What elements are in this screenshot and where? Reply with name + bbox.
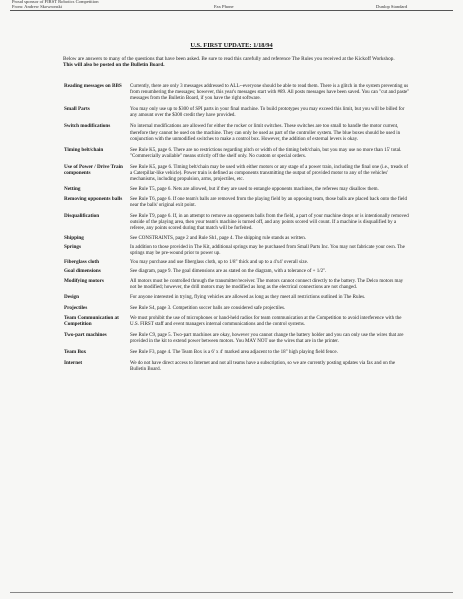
topic-answer: See Rule K5, page 6. There are no restrictions regarding pitch or width of the timing belt/chain, but you may use no more than 15' total. "Commercially available" means strictly off the shelf only. No custom or special orders. [130,147,402,159]
topic-label: Shipping [64,234,84,241]
topic-answer: We must prohibit the use of microphones or hand-held radios for team communication at the Competition to avoid interference with the U.S. FIRST staff and event managers internal communications and the control systems. [130,315,402,327]
topic-label: Two-part machines [64,331,107,338]
topic-label: Removing opponents balls [64,196,123,203]
topic-label: Projectiles [64,304,88,311]
fax-header-line1: Proud sponsor of FIRST Robotics Competition [12,0,99,4]
topic-label: Netting [64,186,81,193]
fax-header-center: Fax Phone [214,3,234,9]
intro-text: Below are answers to many of the questions that have been asked. Be sure to read this carefully and reference The Rules you received at the Kickoff Workshop. [63,56,395,62]
topic-answer: You may only use up to $300 of SPI parts in your final machine. To build prototypes you may exceed this limit, but you will be billed for any amount over the $300 credit they have provided. [130,107,405,119]
update-row [64,197,412,209]
topic-answer: See Rule T9, page 6. If, in an attempt to remove an opponents balls from the field, a part of your machine drops or is intentionally removed outside of the playing area, then your team's machine is turned off, and any points scored will count. If a machine is disqualified by a referee, any points scored during that match will be forfeited. [130,213,409,231]
topic-answer: See Rule T5, page 6. Nets are allowed, but if they are used to entangle opponents machines, the referees may disallow them. [130,187,379,193]
topic-answer: See Rule C9, page 5. Two-part machines are okay, however you cannot change the battery holder and you can only use the wires that are provided in the kit to extend power between motors. You MAY NOT use the wires that are in the printer. [130,332,404,344]
topic-label: Team Communication at Competition [64,314,119,327]
fax-header-line2: From: Andrew Skowronski [12,3,63,9]
topic-answer: See Rule T6, page 6. If one team's balls are removed from the playing field by an opposing team, those balls are placed back onto the field near the balls' original exit point. [130,197,407,209]
update-row [64,269,412,275]
topic-answer: See Rule F3, page 4. The Team Box is a 6' x 4' marked area adjacent to the 18" high playing field fence. [130,350,338,355]
topic-label: Reading messages on BBS [64,83,122,89]
fax-header [0,0,463,9]
topic-answer: See Rule K5, page 6. Timing belt/chain may be used with either motors or any stage of a power train, including the final one (i.e., treads of a Caterpillar-like vehicle). Power train is defined as components transmitting the output of provided motor to any of the vehicles' mechanisms, including propulsion, arms, projectiles, etc. [130,164,408,183]
update-row [64,187,412,193]
topic-label: Goal dimensions [64,268,101,275]
update-row [64,295,412,301]
topic-answer: All motors must be controlled through the transmitter/receiver. The motors cannot connect directly to the battery. The Delco motors may not be modified; however, the drill motors may be modified as long as the electrical connections are not changed. [130,279,404,291]
update-row [64,148,412,160]
topic-answer: No internal modifications are allowed for either the rocker or limit switches. These switches are too small to handle the motor current, therefore they cannot be used on the machine. They can only be used as part of the controller system. The blue boxes should be used in conjunction with the unmodified switches to make a control box. However, the addition of external levers is okay. [130,124,401,142]
topic-answer: For anyone interested in trying, flying vehicles are allowed as long as they meet all restrictions outlined in The Rules. [130,295,366,301]
topic-label: Springs [64,243,82,250]
topic-answer: Currently, there are only 3 messages addressed to ALL--everyone should be able to read them. There is a glitch in the system preventing us from renumbering the messages; however, this year's messages start with #89. All posts messages have been saved. You can "cut and paste" messages from the Bulletin Board, if you have the right software. [130,84,410,102]
update-row [64,361,412,373]
intro-bold-text: This will also be posted on the Bulletin Board. [63,62,165,69]
update-row [64,306,412,312]
topic-label: Switch modifications [64,123,111,130]
update-row [64,124,412,142]
topic-label: Disqualification [64,212,100,219]
topic-answer: In addition to those provided in The Kit, additional springs may be purchased from Small Parts Inc. You may not fabricate your own. The springs may be pre-wound prior to power up. [130,244,405,256]
topic-answer: You may purchase and use fiberglass cloth, up to 1/8" thick and up to a 4'x4' overall size. [130,260,309,266]
header-divider [10,10,453,11]
update-row [64,333,412,345]
intro-paragraph [63,56,403,69]
topic-label: Timing belt/chain [64,146,104,153]
update-row [64,236,412,242]
update-row [64,316,412,328]
update-row [64,279,412,291]
update-row [64,350,412,356]
topic-label: Design [64,294,79,301]
topic-label: Team Box [64,349,87,355]
topic-answer: We do not have direct access to Internet and not all teams have a subscription, so we are currently posting updates via fax and on the Bulletin Board. [130,361,396,373]
topic-label: Internet [64,360,83,367]
update-row [64,84,412,102]
topic-answer: See diagram, page 9. The goal dimensions are as stated on the diagram, with a tolerance of + 1/2". [130,269,327,275]
topic-label: Use of Power / Drive Train components [64,163,123,176]
topic-label: Fiberglass cloth [64,259,100,266]
update-row [64,245,412,257]
topic-answer: See CONSTRAINTS, page 2 and Rule Sh1, page 4. The shipping rule stands as written. [130,235,306,241]
page-title: U.S. FIRST UPDATE: 1/18/94 [190,42,273,49]
update-row [64,260,412,266]
topic-label: Small Parts [64,106,90,113]
update-row [64,214,412,232]
update-row [64,107,412,119]
topic-label: Modifying motors [64,278,104,285]
footer-divider [10,592,453,593]
topic-answer: See Rule S4, page 3. Competition soccer balls are considered safe projectiles. [130,305,286,311]
update-list [64,84,412,373]
update-row [64,165,412,183]
fax-header-right: Dunlop Standard [376,3,408,9]
